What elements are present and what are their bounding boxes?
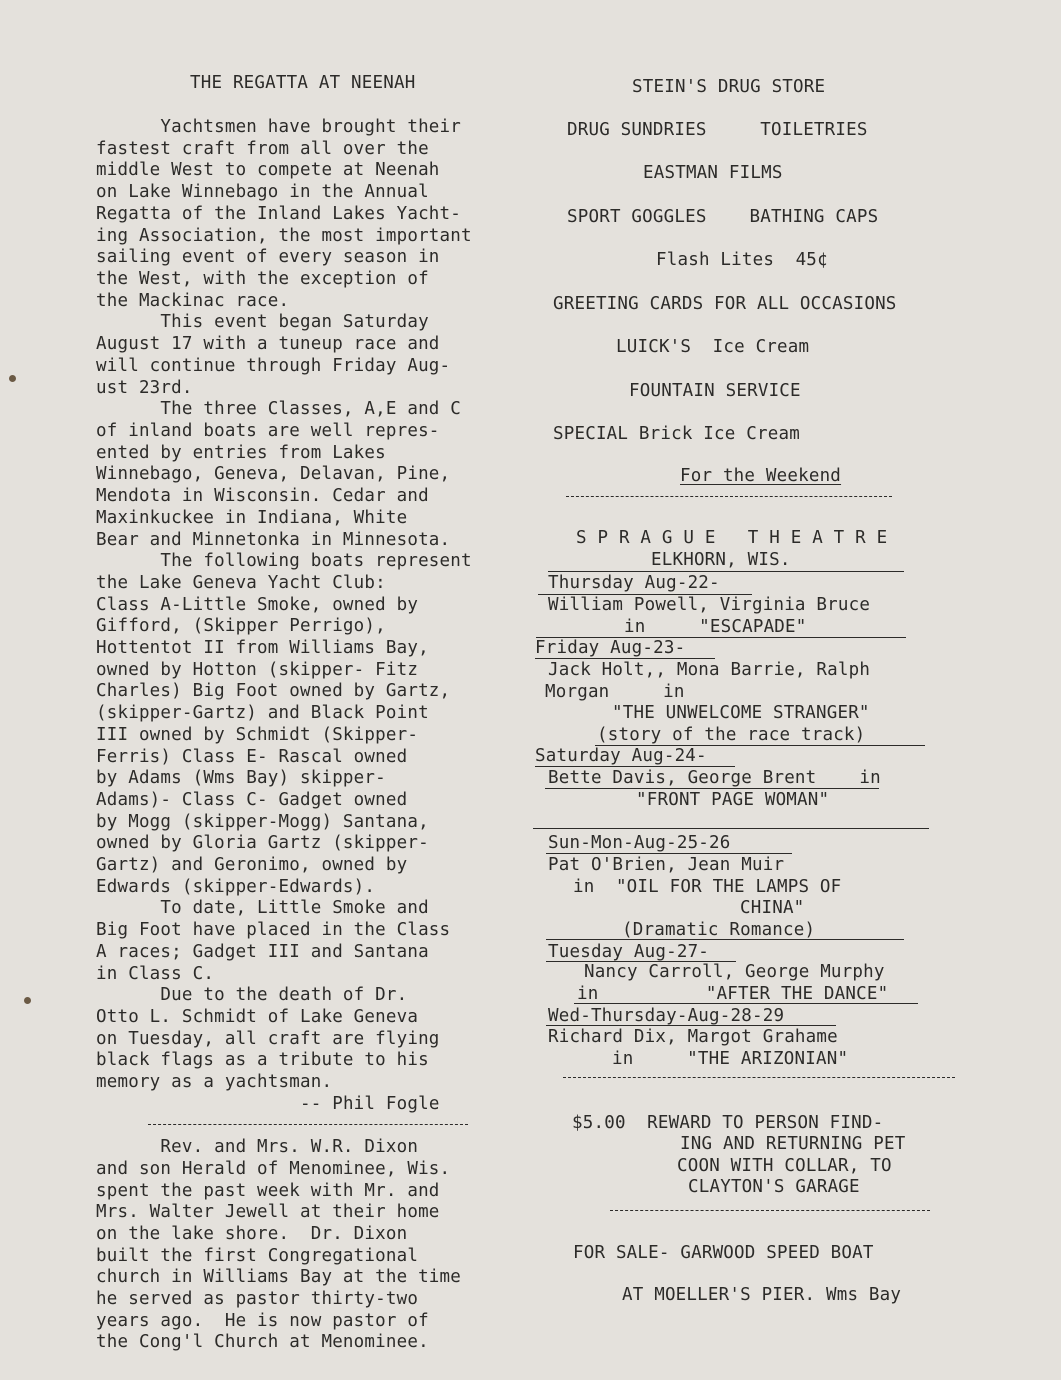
showing-title: CHINA" — [740, 898, 805, 918]
punch-hole — [9, 375, 16, 382]
regatta-line: Maxinkuckee in Indiana, White — [96, 508, 408, 528]
showing-title: "THE UNWELCOME STRANGER" — [612, 703, 870, 723]
underline — [533, 828, 929, 829]
showing-cast: Nancy Carroll, George Murphy — [584, 962, 885, 982]
article-title: THE REGATTA AT NEENAH — [190, 73, 416, 93]
regatta-line: Due to the death of Dr. — [96, 985, 408, 1005]
showing-day: Saturday Aug-24- — [535, 746, 707, 766]
regatta-line: III owned by Schmidt (Skipper- — [96, 725, 419, 745]
regatta-line: (skipper-Gartz) and Black Point — [96, 703, 429, 723]
underline — [546, 1025, 836, 1026]
regatta-line: middle West to compete at Neenah — [96, 160, 440, 180]
regatta-line: fastest craft from all over the — [96, 139, 429, 159]
reward-line: CLAYTON'S GARAGE — [688, 1177, 860, 1197]
showing-day: Thursday Aug-22- — [548, 573, 720, 593]
regatta-line: Ferris) Class E- Rascal owned — [96, 747, 408, 767]
regatta-line: Gartz) and Geronimo, owned by — [96, 855, 408, 875]
ad-line: GREETING CARDS FOR ALL OCCASIONS — [553, 294, 897, 314]
regatta-line: will continue through Friday Aug- — [96, 356, 451, 376]
regatta-line: sailing event of every season in — [96, 247, 440, 267]
punch-hole — [24, 997, 31, 1004]
underline — [574, 1003, 918, 1004]
dixon-line: the Cong'l Church at Menominee. — [96, 1332, 429, 1352]
byline: -- Phil Fogle — [300, 1094, 440, 1114]
regatta-line: ing Association, the most important — [96, 226, 472, 246]
regatta-line: black flags as a tribute to his — [96, 1050, 429, 1070]
dixon-line: on the lake shore. Dr. Dixon — [96, 1224, 408, 1244]
reward-line: $5.00 REWARD TO PERSON FIND- — [572, 1113, 884, 1133]
sale-line: AT MOELLER'S PIER. Wms Bay — [622, 1285, 902, 1305]
regatta-line: owned by Hotton (skipper- Fitz — [96, 660, 419, 680]
showing-cast: Morgan in — [545, 682, 685, 702]
regatta-line: by Mogg (skipper-Mogg) Santana, — [96, 812, 429, 832]
regatta-line: Gifford, (Skipper Perrigo), — [96, 616, 386, 636]
divider — [148, 1124, 468, 1125]
showing-title: in "AFTER THE DANCE" — [577, 984, 889, 1004]
regatta-line: ust 23rd. — [96, 378, 193, 398]
dixon-line: years ago. He is now pastor of — [96, 1311, 429, 1331]
ad-line: LUICK'S Ice Cream — [616, 337, 810, 357]
showing-title: in "ESCAPADE" — [624, 617, 807, 637]
underline — [546, 853, 792, 854]
regatta-line: August 17 with a tuneup race and — [96, 334, 440, 354]
showing-day: Friday Aug-23- — [535, 638, 686, 658]
ad-line: EASTMAN FILMS — [643, 163, 783, 183]
showing-note: (story of the race track) — [597, 725, 866, 745]
ad-line: FOUNTAIN SERVICE — [629, 381, 801, 401]
showing-day: Tuesday Aug-27- — [548, 942, 710, 962]
regatta-line: Big Foot have placed in the Class — [96, 920, 451, 940]
showing-cast: Jack Holt,, Mona Barrie, Ralph — [548, 660, 871, 680]
showing-cast: Pat O'Brien, Jean Muir — [548, 855, 785, 875]
theatre-name: S P R A G U E T H E A T R E — [576, 528, 888, 548]
regatta-line: Winnebago, Geneva, Delavan, Pine, — [96, 464, 451, 484]
regatta-line: Adams)- Class C- Gadget owned — [96, 790, 408, 810]
regatta-line: This event began Saturday — [96, 312, 429, 332]
showing-day: Sun-Mon-Aug-25-26 — [548, 833, 731, 853]
regatta-line: To date, Little Smoke and — [96, 898, 429, 918]
ad-line: DRUG SUNDRIES TOILETRIES — [567, 120, 868, 140]
regatta-line: on Lake Winnebago in the Annual — [96, 182, 429, 202]
ad-line: SPORT GOGGLES BATHING CAPS — [567, 207, 879, 227]
dixon-line: spent the past week with Mr. and — [96, 1181, 440, 1201]
underline — [545, 788, 879, 789]
showing-title: in "OIL FOR THE LAMPS OF — [573, 877, 842, 897]
dixon-line: he served as pastor thirty-two — [96, 1289, 419, 1309]
regatta-line: Yachtsmen have brought their — [96, 117, 462, 137]
regatta-line: The following boats represent — [96, 551, 472, 571]
showing-cast: William Powell, Virginia Bruce — [548, 595, 871, 615]
regatta-line: the Lake Geneva Yacht Club: — [96, 573, 386, 593]
divider — [563, 1077, 955, 1078]
regatta-line: owned by Gloria Gartz (skipper- — [96, 833, 429, 853]
regatta-line: Mendota in Wisconsin. Cedar and — [96, 486, 429, 506]
showing-cast: Richard Dix, Margot Grahame — [548, 1027, 838, 1047]
regatta-line: memory as a yachtsman. — [96, 1072, 333, 1092]
regatta-line: Otto L. Schmidt of Lake Geneva — [96, 1007, 419, 1027]
regatta-line: Hottentot II from Williams Bay, — [96, 638, 429, 658]
regatta-line: by Adams (Wms Bay) skipper- — [96, 768, 386, 788]
regatta-line: Regatta of the Inland Lakes Yacht- — [96, 204, 462, 224]
underline — [546, 939, 904, 940]
regatta-line: on Tuesday, all craft are flying — [96, 1029, 440, 1049]
showing-cast: Bette Davis, George Brent in — [548, 768, 881, 788]
dixon-line: and son Herald of Menominee, Wis. — [96, 1159, 451, 1179]
reward-line: COON WITH COLLAR, TO — [677, 1156, 892, 1176]
ad-line: SPECIAL Brick Ice Cream — [553, 424, 800, 444]
regatta-line: Bear and Minnetonka in Minnesota. — [96, 530, 451, 550]
showing-day: Wed-Thursday-Aug-28-29 — [548, 1006, 785, 1026]
regatta-line: Class A-Little Smoke, owned by — [96, 595, 419, 615]
divider — [610, 1210, 930, 1211]
showing-note: (Dramatic Romance) — [622, 920, 816, 940]
regatta-line: A races; Gadget III and Santana — [96, 942, 429, 962]
ad-line: For the Weekend — [680, 466, 842, 486]
regatta-line: Charles) Big Foot owned by Gartz, — [96, 681, 451, 701]
dixon-line: Mrs. Walter Jewell at their home — [96, 1202, 440, 1222]
dixon-line: church in Williams Bay at the time — [96, 1267, 462, 1287]
theatre-location: ELKHORN, WIS. — [651, 550, 791, 570]
regatta-line: The three Classes, A,E and C — [96, 399, 462, 419]
dixon-line: built the first Congregational — [96, 1246, 419, 1266]
underline — [535, 658, 715, 659]
regatta-line: ented by entries from Lakes — [96, 443, 386, 463]
divider — [566, 496, 892, 497]
ad-line: Flash Lites 45¢ — [656, 250, 828, 270]
regatta-line: of inland boats are well repres- — [96, 421, 440, 441]
underline — [548, 571, 904, 572]
ad-title: STEIN'S DRUG STORE — [632, 77, 826, 97]
regatta-line: the Mackinac race. — [96, 291, 290, 311]
dixon-line: Rev. and Mrs. W.R. Dixon — [96, 1137, 419, 1157]
underline — [535, 766, 735, 767]
regatta-line: Edwards (skipper-Edwards). — [96, 877, 376, 897]
showing-title: "FRONT PAGE WOMAN" — [636, 790, 830, 810]
regatta-line: the West, with the exception of — [96, 269, 429, 289]
regatta-line: in Class C. — [96, 964, 215, 984]
sale-line: FOR SALE- GARWOOD SPEED BOAT — [573, 1243, 874, 1263]
showing-title: in "THE ARIZONIAN" — [612, 1049, 849, 1069]
reward-line: ING AND RETURNING PET — [680, 1134, 906, 1154]
